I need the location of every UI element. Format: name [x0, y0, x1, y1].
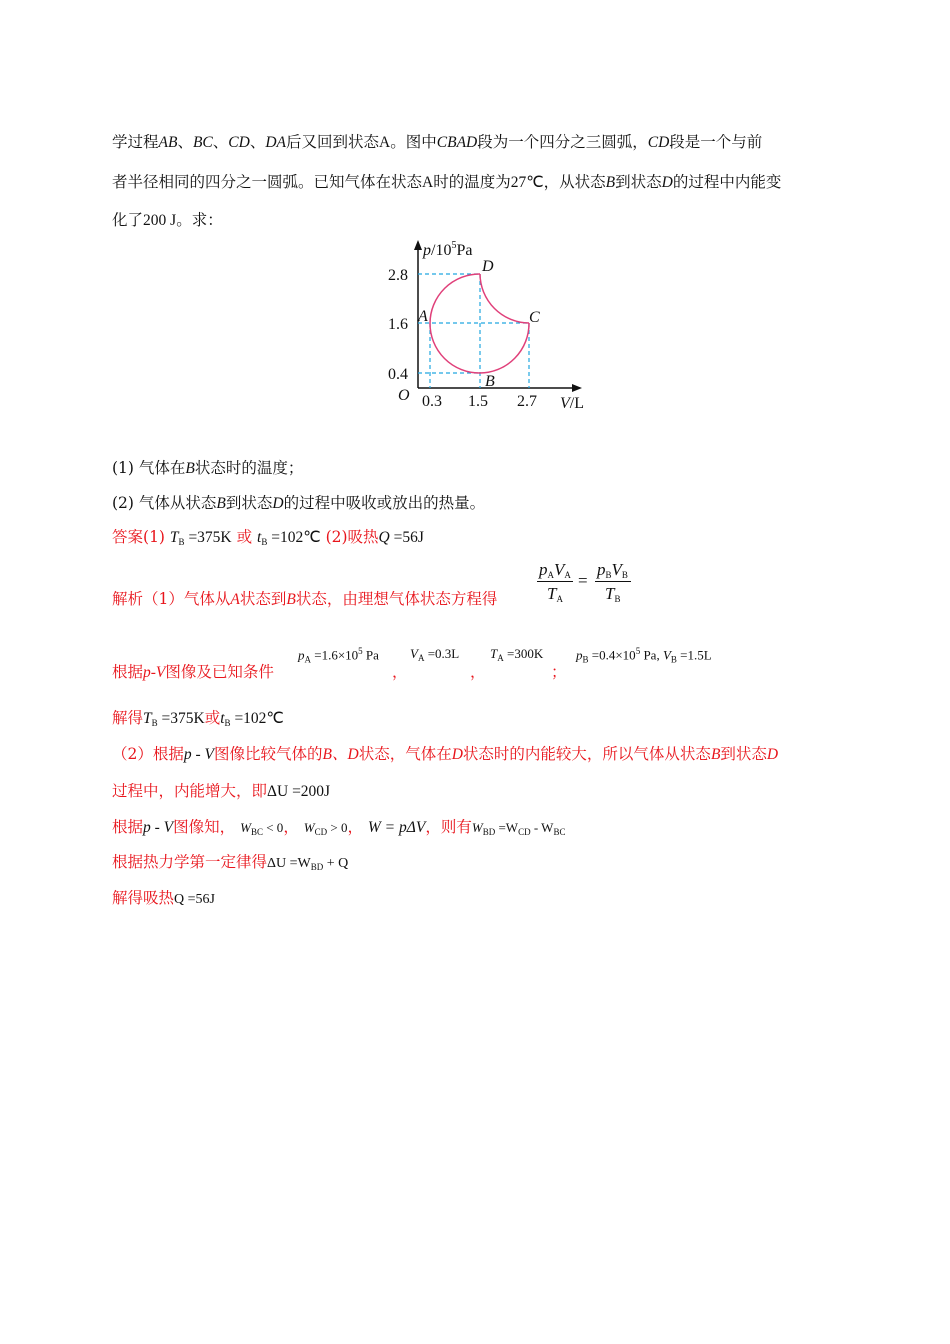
- text: 到状态: [225, 494, 273, 512]
- guides: [418, 274, 529, 388]
- numerator-a: $p_AV_A$: [539, 560, 571, 580]
- y-tick: 1.6: [388, 316, 408, 333]
- point-c: C: [529, 309, 540, 326]
- y-label-exp: 5: [451, 240, 457, 251]
- cond-pa: $p_A =1.6\times 10^5$ Pa: [298, 646, 379, 665]
- math-pv: p - V: [183, 746, 215, 763]
- math-cd: CD: [228, 134, 250, 151]
- text: 者半径相同的四分之一圆弧。已知气体在状态: [112, 173, 423, 191]
- x-axis-arrow: [572, 384, 582, 392]
- x-axis-label: [560, 395, 584, 412]
- math-value: =375K: [188, 529, 232, 546]
- text: 状态，气体在: [358, 745, 452, 763]
- text: 答案: [112, 528, 144, 546]
- text: 或: [236, 528, 253, 546]
- analysis-line-2: [112, 660, 274, 682]
- math-value: =56J: [393, 529, 424, 546]
- text: ，则有: [425, 818, 472, 836]
- math-value: =1.5L: [680, 647, 712, 663]
- text: 吸热: [347, 528, 379, 546]
- text: ，从状态: [543, 173, 606, 191]
- text: 段是一个与前: [669, 133, 763, 151]
- math-value: > 0: [330, 820, 348, 835]
- math-wbd: $W_{BD} =W_{CD} - W_{BC}$: [471, 820, 566, 837]
- math-temp: 27℃: [510, 174, 544, 191]
- math-value: =1.6×10: [314, 647, 359, 663]
- math-q: + Q: [326, 856, 349, 871]
- math-b: B: [605, 174, 616, 191]
- math-pv: p-V: [143, 664, 166, 681]
- text: 的过程中内能变: [672, 173, 782, 191]
- arc-dc: [480, 274, 529, 323]
- answer-line: [112, 525, 424, 547]
- math-d: D: [766, 746, 779, 763]
- math-w: W = pΔV: [367, 819, 426, 836]
- math-d: D: [272, 495, 284, 512]
- text: 的过程中吸收或放出的热量。: [283, 494, 486, 512]
- text: 。求：: [176, 211, 223, 229]
- math-ab: AB: [158, 134, 178, 151]
- text: 到状态: [720, 745, 767, 763]
- text: 根据: [112, 663, 144, 681]
- text: 、: [212, 133, 229, 151]
- origin-label: O: [398, 387, 410, 404]
- analysis-line-7: [112, 850, 348, 872]
- math-bd: B、D: [322, 746, 359, 763]
- math-tb: $T_B =375K$: [143, 710, 205, 728]
- y-axis-arrow: [414, 240, 422, 250]
- y-label-p: p: [423, 242, 431, 259]
- math-cbad: CBAD: [436, 134, 478, 151]
- x-label-v: V: [560, 395, 570, 412]
- text: 后又回到状态: [286, 133, 380, 151]
- ideal-gas-equation: [535, 560, 635, 610]
- math-bc: BC: [192, 134, 213, 151]
- math-pv: p - V: [143, 819, 174, 836]
- math-tbc: $t_B$ =102℃: [220, 710, 284, 728]
- text: (2): [325, 528, 348, 546]
- math-b: B: [185, 460, 195, 477]
- fraction-bar: [595, 581, 631, 582]
- text: (2) 气体从状态: [112, 494, 217, 512]
- math-da: DA: [265, 134, 287, 151]
- problem-line-1: [112, 130, 762, 152]
- point-a: A: [418, 308, 428, 325]
- fraction-bar: [537, 581, 573, 582]
- question-1: [112, 456, 303, 478]
- analysis-line-4: [112, 742, 778, 764]
- math-a: A: [230, 591, 240, 608]
- analysis-line-3: [112, 706, 284, 728]
- math-a: A: [379, 134, 391, 151]
- denominator-a: $T_A$: [547, 584, 563, 604]
- math-b: B: [216, 495, 226, 512]
- text: 时的温度为: [433, 173, 511, 191]
- math-d: D: [661, 174, 673, 191]
- x-tick: 0.3: [422, 393, 442, 410]
- y-label-pa: Pa: [456, 242, 473, 259]
- text: (1) 气体在: [112, 459, 186, 477]
- math-wbc: $W_{BC} < 0$: [240, 820, 284, 837]
- text: 学过程: [112, 133, 159, 151]
- analysis-line-1: [112, 587, 497, 609]
- y-axis-label: [422, 240, 472, 259]
- math-exp: 5: [358, 646, 363, 656]
- text: (1): [143, 528, 165, 546]
- text: 、: [249, 133, 266, 151]
- text: 化了: [112, 211, 144, 229]
- text: 、: [177, 133, 193, 151]
- point-b: B: [485, 373, 495, 390]
- pv-graph: [380, 236, 600, 416]
- math-exp: 5: [635, 646, 641, 656]
- text: 状态，由理想气体状态方程得: [295, 590, 498, 608]
- math-q: Q =56J: [174, 892, 215, 907]
- analysis-line-5: [112, 779, 330, 801]
- math-value: =200J: [292, 783, 331, 800]
- text: 到状态: [615, 173, 662, 191]
- math-q: Q =56J: [378, 529, 424, 546]
- math-du-symbol: ΔU: [267, 783, 289, 800]
- analysis-line-8: [112, 886, 215, 908]
- text: （2）根据: [112, 745, 184, 763]
- cond-ta: $T_A =300K$: [490, 646, 544, 663]
- math-value: =0.3L: [427, 646, 460, 661]
- math-value: =300K: [506, 646, 544, 661]
- text: 或: [204, 709, 221, 727]
- comma: ，: [470, 663, 486, 681]
- text: 解得吸热: [112, 889, 175, 907]
- x-tick: 1.5: [468, 393, 488, 410]
- cond-pb-vb: $p_B =0.4\times 10^5$ Pa, $V_B =1.5L$: [576, 646, 712, 665]
- math-eq: ΔU =W: [267, 856, 311, 871]
- math-d: D: [451, 746, 463, 763]
- x-tick: 2.7: [517, 393, 537, 410]
- text: 根据热力学第一定律得: [112, 853, 268, 871]
- text: 段为一个四分之三圆弧，: [477, 133, 648, 151]
- math-value: =102℃: [234, 710, 284, 727]
- math-tb: $T_B =375K$: [169, 529, 232, 547]
- text: 状态时的温度；: [194, 459, 304, 477]
- text: 过程中，内能增大，即: [112, 782, 268, 800]
- cond-va: $V_A =0.3L$: [410, 646, 460, 663]
- y-tick: 0.4: [388, 366, 408, 383]
- math-energy: 200 J: [143, 212, 177, 229]
- text: 解得: [112, 709, 144, 727]
- math-value: =102℃: [271, 529, 321, 546]
- math-du: [267, 783, 330, 800]
- y-tick: 2.8: [388, 267, 408, 284]
- text: 图像比较气体的: [214, 745, 323, 763]
- math-tbc: $t_B$ =102℃: [257, 529, 321, 547]
- comma: ，: [392, 663, 408, 681]
- semicolon: ；: [551, 663, 567, 681]
- math-unit: Pa: [643, 647, 657, 663]
- math-b: B: [710, 746, 721, 763]
- text: 状态到: [239, 590, 287, 608]
- math-wcd: $W_{CD} > 0$: [303, 820, 348, 837]
- math-value: =0.4×10: [591, 647, 636, 663]
- problem-line-3: [112, 208, 223, 230]
- math-minus: - W: [533, 820, 554, 835]
- question-2: [112, 491, 485, 513]
- math-unit: Pa: [365, 647, 379, 663]
- y-label-unit: /10: [431, 242, 452, 259]
- numerator-b: $p_BV_B$: [597, 560, 628, 580]
- text: 。图中: [390, 133, 437, 151]
- text: 图像及已知条件: [165, 663, 274, 681]
- text: 根据: [112, 818, 144, 836]
- denominator-b: $T_B$: [605, 584, 621, 604]
- math-a: A: [422, 174, 434, 191]
- x-label-unit: /L: [569, 395, 584, 412]
- analysis-line-6: 根据p - V图像知， $W_{BC} < 0$， $W_{CD} > 0$， W = pΔV，则有$W_{BD} =W_{CD} - W_{BC}$: [112, 818, 566, 837]
- equals: =: [578, 571, 588, 590]
- text: 图像知，: [173, 818, 236, 836]
- math-b: B: [286, 591, 296, 608]
- math-eq: =W: [498, 820, 519, 835]
- problem-line-2: [112, 170, 781, 192]
- math-cd: CD: [647, 134, 670, 151]
- text: 解析（1）气体从: [112, 590, 231, 608]
- text: 状态时的内能较大，所以气体从状态: [462, 745, 711, 763]
- point-d: D: [482, 258, 494, 275]
- math-value: < 0: [266, 820, 284, 835]
- math-value: =375K: [161, 710, 205, 727]
- math-first-law: $\Delta U =W_{BD} + Q$: [267, 856, 349, 872]
